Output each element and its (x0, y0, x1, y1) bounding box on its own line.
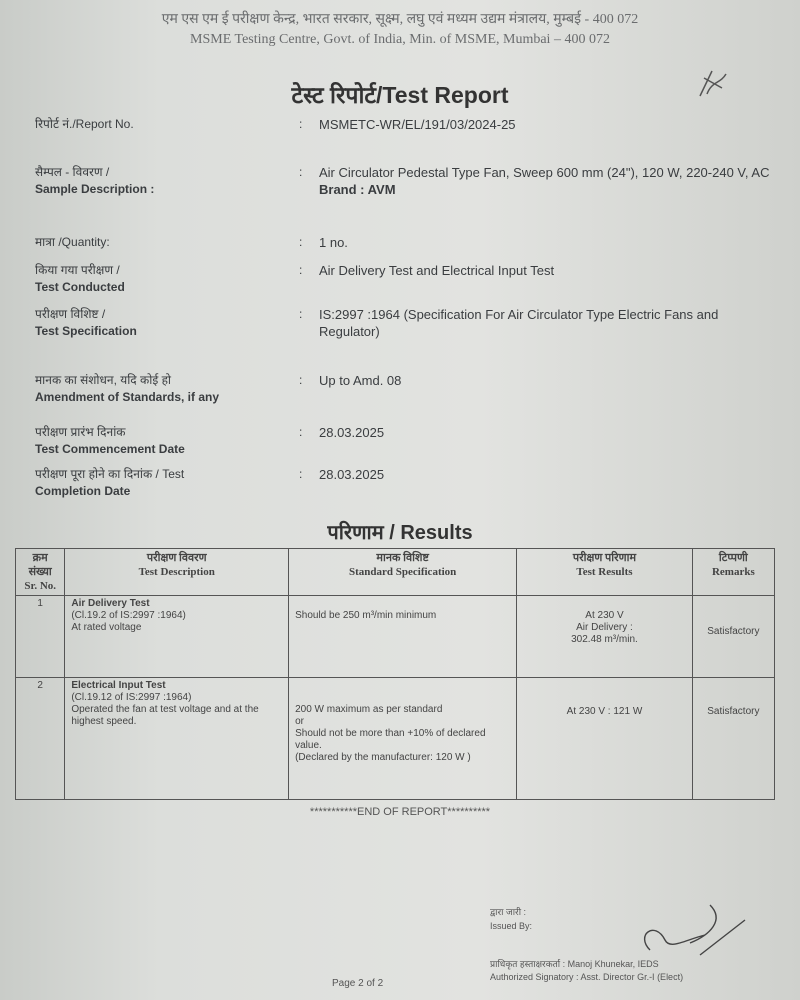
test-description: Air Delivery Test (Cl.19.2 of IS:2997 :1964) At rated voltage (65, 596, 289, 678)
remarks: Satisfactory (692, 596, 774, 678)
test-description: Electrical Input Test (Cl.19.12 of IS:2997 :1964) Operated the fan at test voltage and at the highest speed. (65, 678, 289, 800)
standard-spec: 200 W maximum as per standard or Should not be more than +10% of declared value. (Declared by the manufacturer: 120 W ) (289, 678, 517, 800)
field-value: Air Delivery Test and Electrical Input Test (319, 263, 555, 278)
results-table (15, 548, 775, 800)
letterhead-hindi: एम एस एम ई परीक्षण केन्द्र, भारत सरकार, सूक्ष्म, लघु एवं मध्यम उद्यम मंत्रालय, मुम्बई - 400 072 (161, 12, 639, 27)
field-value: Up to Amd. 08 (319, 373, 402, 388)
signature-icon (630, 895, 750, 965)
remarks: Satisfactory (692, 678, 774, 800)
table-row (16, 678, 775, 800)
field-value: Air Circulator Pedestal Type Fan, Sweep 600 mm (24"), 120 W, 220-240 V, AC Brand : AVM (319, 165, 770, 197)
results-title: परिणाम / Results (327, 522, 473, 544)
header-standard-specification: मानक विशिष्ट Standard Specification (289, 549, 517, 596)
field-value: 1 no. (319, 235, 348, 250)
field-label: मानक का संशोधन, यदि कोई हो Amendment of Standards, if any (35, 373, 220, 404)
header-test-description: परीक्षण विवरण Test Description (65, 549, 289, 596)
test-report-page: एम एस एम ई परीक्षण केन्द्र, भारत सरकार, सूक्ष्म, लघु एवं मध्यम उद्यम मंत्रालय, मुम्बई - 400 072 MSME Testing Centre, Govt. of India, Min. of MSME, Mumbai – 400 072 टेस्ट रिपोर्ट/Test Report रिपोर्ट नं./Report No. : MSMETC-WR/EL/191/03/2024-25 सैम्पल - विवरण / Sample Description : : Air Circulator Pedestal Type Fan, Sweep 600 mm (24"), 120 W, 220-240 V, AC Brand : AVM मात्रा /Quantity: : 1 no. किया गया परीक्षण / Test Conducted : Air Delivery Test and Electrical Input Test परीक्षण विशिष्ट / Test Specification : IS:2997 :1964 (Specification For Air Circulator Type Electric Fans and Regulator) मानक का संशोधन, यदि कोई हो Amendment of Standards, if any : Up to Amd. 08 परीक्षण प्रारंभ दिनांक Test Commencement Date : 28.03.2025 परीक्षण पूरा होने का दिनांक / Test Completion Date : 28.03.2025 परिणाम / Results क्रम संख्या Sr. No. परीक्षण विवरण Test Description मानक विशिष्ट Standard Specification परीक्षण परिणाम Test Results टिप्पणी Remarks 1 Air Delivery Test (Cl.19.2 of IS:2997 :1964) At rated voltage Should be 250 m³/min minimum At 230 V Air Delivery : 302.48 m³/min. Satisfactory 2 Electrical Input Test (Cl.19.12 of IS:2997 :1964) Operated the fan at test voltage and at the highest speed. 200 W maximum as per standard or Should not be more than +10% of declared value. (Declared by the manufacturer: 120 W ) At 230 V : 121 W Satisfactory ***********END OF REPORT********** द्वारा जारी : Issued By: प्राधिकृत हस्ताक्षरकर्ता : Manoj Khunekar, IEDS Authorized Signatory : Asst. Director Gr.-I (Elect) Page 2 of 2 (0, 0, 800, 1000)
report-title: टेस्ट रिपोर्ट/Test Report (291, 82, 509, 108)
field-value: IS:2997 :1964 (Specification For Air Circulator Type Electric Fans and Regulator) (319, 307, 719, 339)
letterhead (0, 10, 800, 50)
field-label: परीक्षण विशिष्ट / Test Specification (35, 307, 137, 338)
initials-signature-icon (692, 66, 732, 106)
issued-by: द्वारा जारी : Issued By: (490, 907, 533, 931)
header-test-results: परीक्षण परिणाम Test Results (517, 549, 692, 596)
field-label: रिपोर्ट नं./Report No. (35, 117, 134, 131)
header-sr-no: क्रम संख्या Sr. No. (16, 549, 65, 596)
standard-spec: Should be 250 m³/min minimum (289, 596, 517, 678)
field-label: परीक्षण प्रारंभ दिनांक Test Commencement Date (35, 425, 185, 456)
field-value: 28.03.2025 (319, 467, 385, 482)
sr-no: 1 (16, 596, 65, 678)
field-label: किया गया परीक्षण / Test Conducted (35, 263, 125, 294)
field-label: मात्रा /Quantity: (35, 235, 110, 249)
field-value: 28.03.2025 (319, 425, 385, 440)
sr-no: 2 (16, 678, 65, 800)
authorized-signatory: प्राधिकृत हस्ताक्षरकर्ता : Manoj Khunekar, IEDS Authorized Signatory : Asst. Director Gr.-I (Elect) (490, 959, 684, 982)
page-number: Page 2 of 2 (332, 978, 384, 989)
letterhead-english: MSME Testing Centre, Govt. of India, Min. of MSME, Mumbai – 400 072 (190, 32, 610, 47)
table-row (16, 596, 775, 678)
field-label: परीक्षण पूरा होने का दिनांक / Test Completion Date (35, 467, 185, 498)
header-remarks: टिप्पणी Remarks (692, 549, 774, 596)
test-result: At 230 V Air Delivery : 302.48 m³/min. (517, 596, 692, 678)
field-value: MSMETC-WR/EL/191/03/2024-25 (319, 117, 516, 132)
test-result: At 230 V : 121 W (517, 678, 692, 800)
end-of-report: ***********END OF REPORT********** (309, 806, 491, 818)
field-label: सैम्पल - विवरण / Sample Description : (35, 165, 155, 196)
